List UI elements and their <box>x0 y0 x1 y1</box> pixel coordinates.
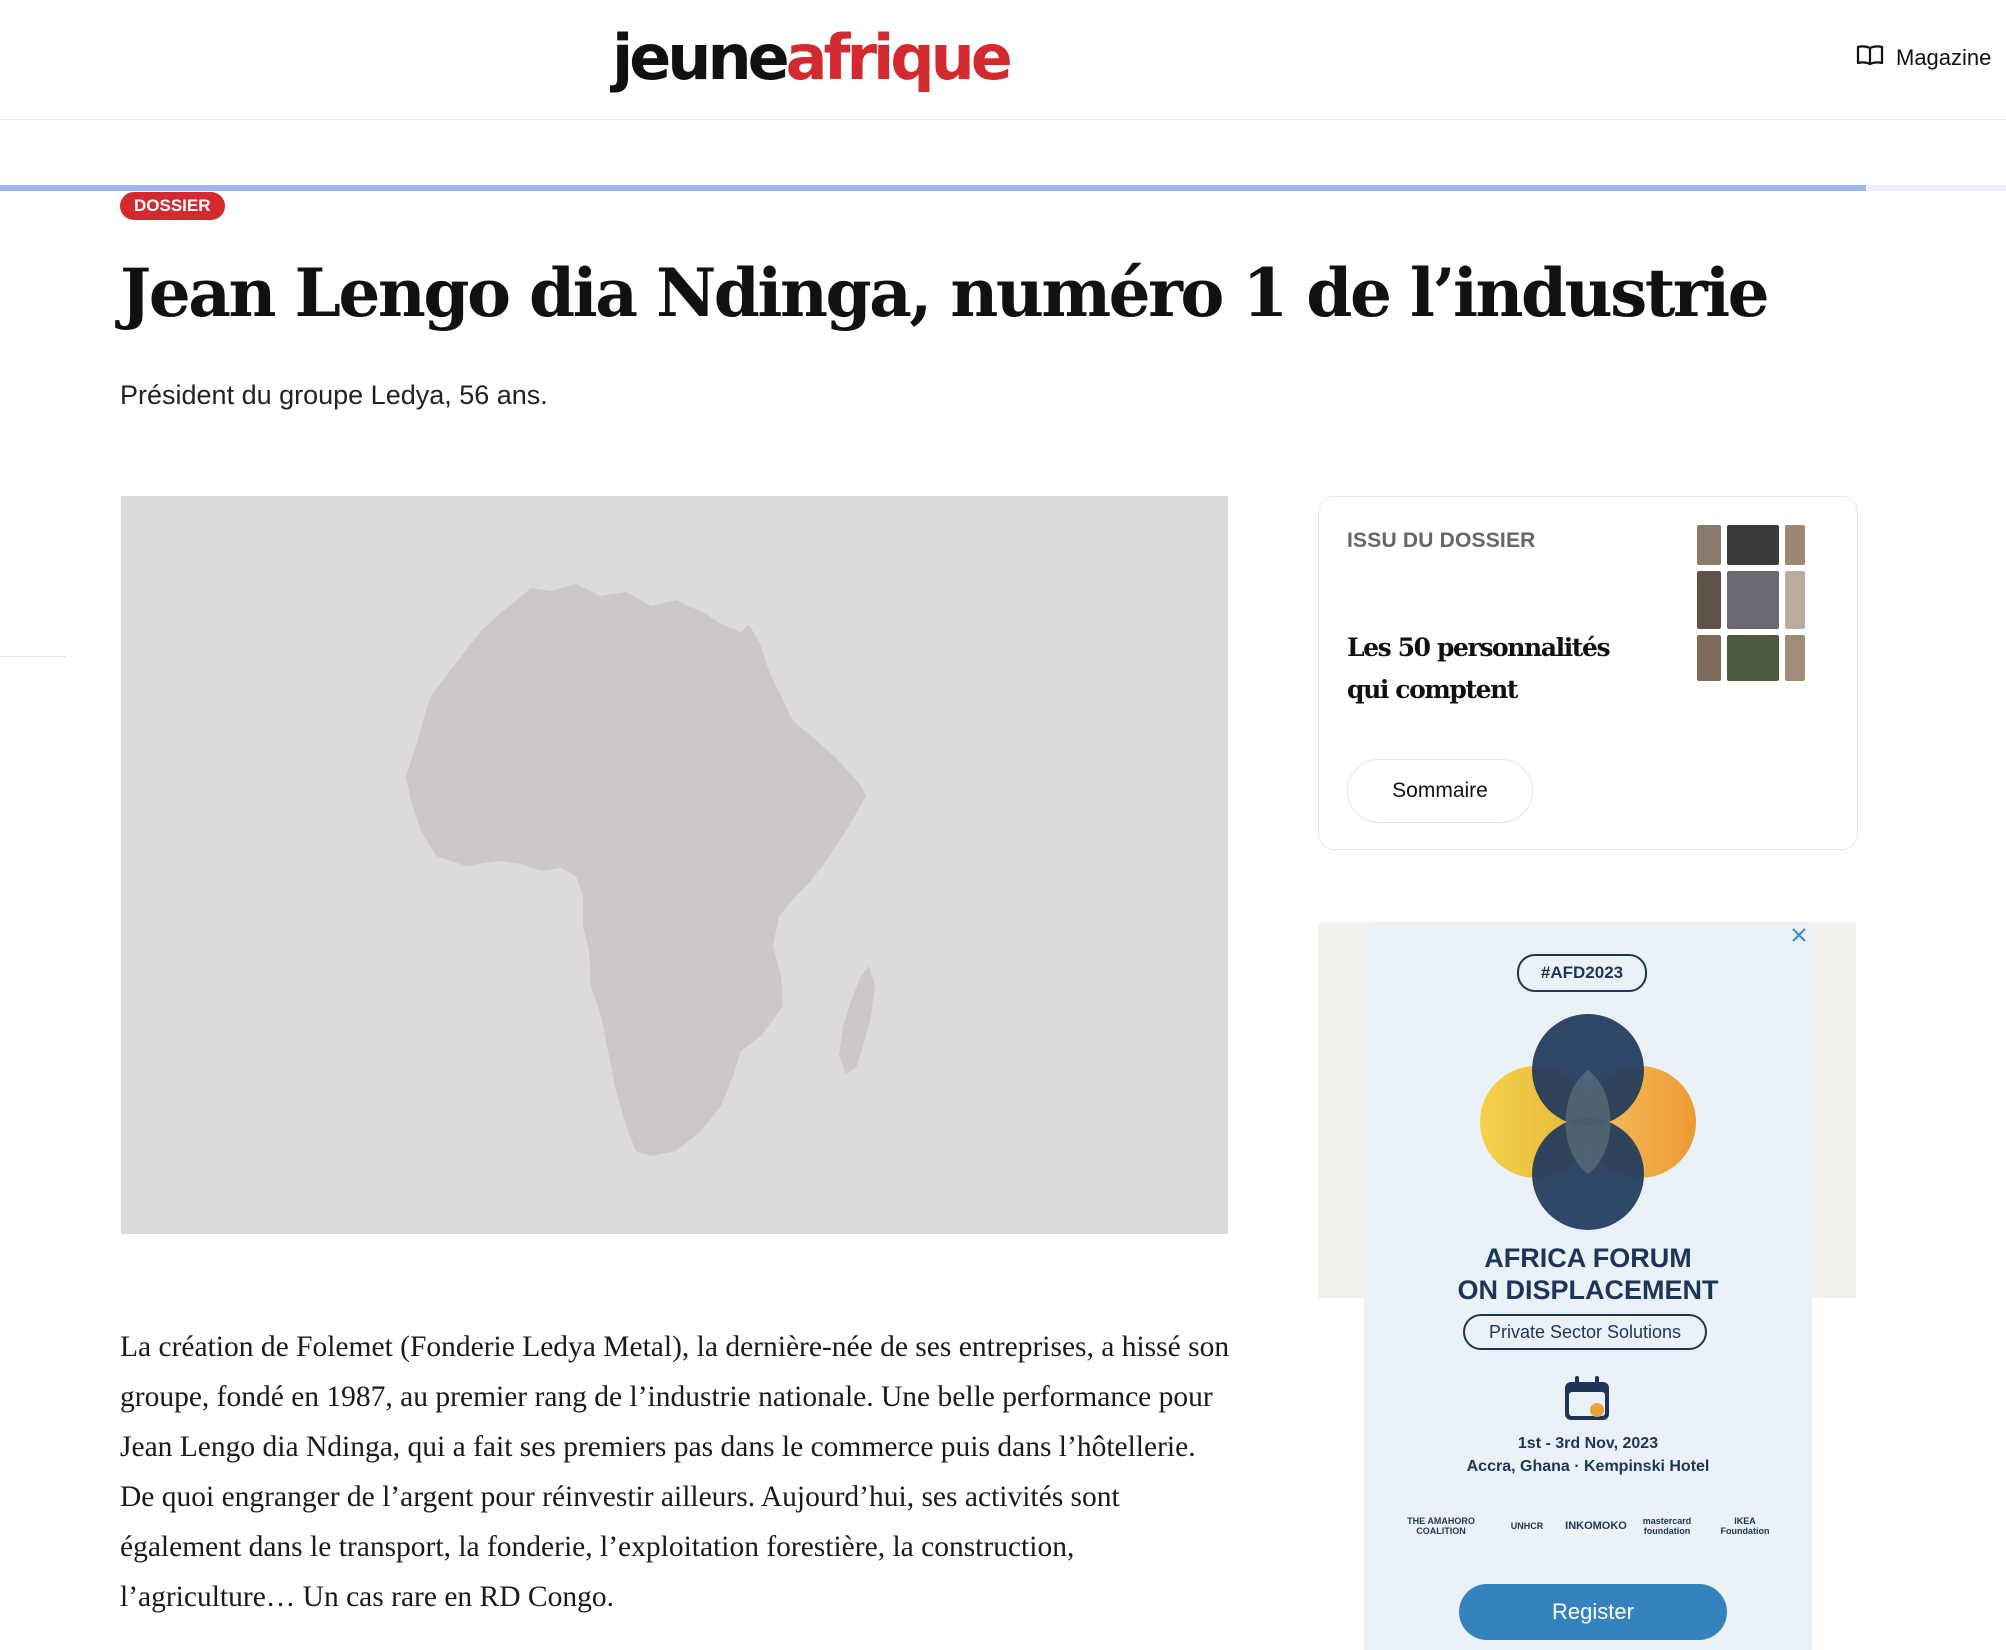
portrait-thumbnail <box>1697 635 1721 681</box>
partner-logo-mastercard: mastercard foundation <box>1642 1516 1692 1536</box>
ad-subtitle: Private Sector Solutions <box>1463 1314 1707 1350</box>
partner-logo-unhcr: UNHCR <box>1510 1521 1544 1531</box>
portrait-thumbnail <box>1727 571 1779 629</box>
dossier-label: ISSU DU DOSSIER <box>1347 529 1536 552</box>
advertisement[interactable] <box>1364 922 1812 1650</box>
portrait-thumbnail <box>1785 571 1805 629</box>
portrait-thumbnail <box>1727 635 1779 681</box>
ad-title-line: AFRICA FORUM <box>1484 1243 1692 1273</box>
article-title: Jean Lengo dia Ndinga, numéro 1 de l’industrie <box>120 254 1768 332</box>
logo-text-jeune: jeune <box>612 21 786 94</box>
partner-logo-inkomoko: INKOMOKO <box>1565 1520 1627 1532</box>
dossier-badge[interactable]: DOSSIER <box>120 192 225 220</box>
africa-map-icon <box>121 496 1228 1234</box>
logo-text-afrique: afrique <box>785 21 1009 94</box>
partner-logos <box>1396 1502 1780 1550</box>
close-icon[interactable] <box>1786 922 1812 948</box>
divider <box>0 656 66 657</box>
ad-title-line: ON DISPLACEMENT <box>1457 1275 1719 1305</box>
calendar-icon <box>1563 1376 1611 1422</box>
portrait-thumbnail <box>1785 635 1805 681</box>
dossier-thumbnail[interactable] <box>1697 525 1807 683</box>
magazine-link[interactable] <box>1856 40 1991 76</box>
portrait-thumbnail <box>1697 571 1721 629</box>
book-icon <box>1856 43 1884 73</box>
article-subtitle: Président du groupe Ledya, 56 ans. <box>120 380 548 410</box>
article-body: La création de Folemet (Fonderie Ledya Metal), la dernière-née de ses entreprises, a hissé son groupe, fondé en 1987, au premier rang de l’industrie nationale. Une belle performance pour Jean Lengo dia Ndinga, qui a fait ses premiers pas dans le commerce puis dans l’hôtellerie. De quoi engranger de l’argent pour réinvestir ailleurs. Aujourd’hui, ses activités sont également dans le transport, la fonderie, l’exploitation forestière, la construction, l’agriculture… Un cas rare en RD Congo. <box>120 1331 1230 1613</box>
portrait-thumbnail <box>1727 525 1779 565</box>
site-logo[interactable] <box>612 22 1009 94</box>
magazine-label: Magazine <box>1896 45 1992 70</box>
partner-logo-amahoro: THE AMAHORO COALITION <box>1407 1516 1475 1536</box>
forum-logo-icon <box>1478 1012 1698 1232</box>
ad-date-line: 1st - 3rd Nov, 2023 <box>1517 1435 1659 1452</box>
ad-date <box>1364 1432 1812 1478</box>
partner-logo-ikea: IKEA Foundation <box>1720 1516 1770 1536</box>
reading-progress-bar <box>0 185 1866 191</box>
ad-hashtag: #AFD2023 <box>1517 954 1647 992</box>
sommaire-button[interactable]: Sommaire <box>1347 759 1533 823</box>
ad-date-line: Accra, Ghana · Kempinski Hotel <box>1466 1458 1710 1475</box>
ad-title <box>1364 1242 1812 1306</box>
hero-image <box>121 496 1228 1234</box>
dossier-card <box>1318 496 1858 850</box>
register-button[interactable]: Register <box>1459 1584 1727 1640</box>
dossier-title[interactable]: Les 50 personnalités qui comptent <box>1347 633 1610 704</box>
portrait-thumbnail <box>1697 525 1721 565</box>
portrait-thumbnail <box>1785 525 1805 565</box>
